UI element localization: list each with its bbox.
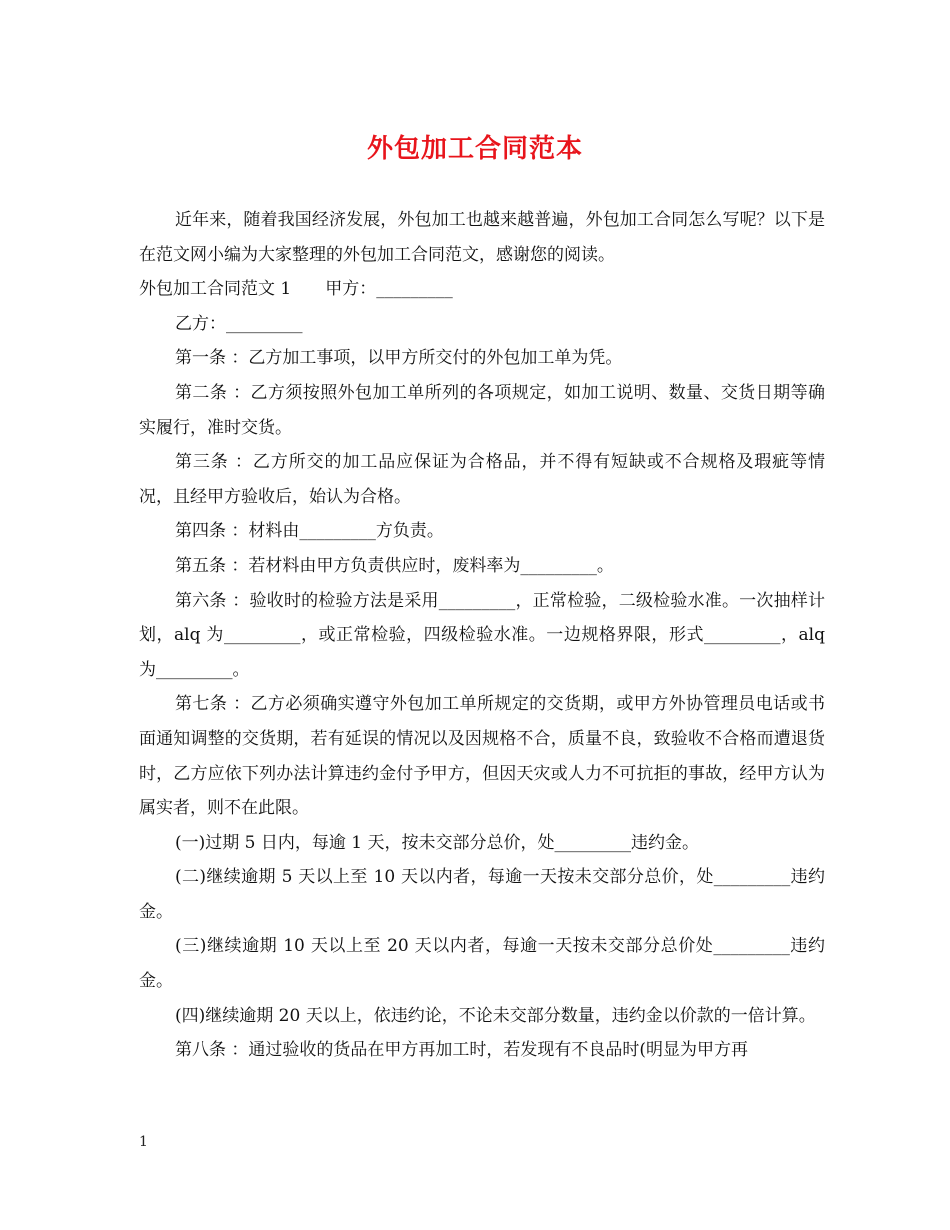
article-2: 第二条 ：乙方须按照外包加工单所列的各项规定，如加工说明、数量、交货日期等确实履行，准时交货。: [139, 382, 825, 438]
penalty-clause-1: (一)过期 5 日内，每逾 1 天，按未交部分总价，处_________违约金。: [175, 832, 700, 853]
article-3: 第三条 ：乙方所交的加工品应保证为合格品，并不得有短缺或不合规格及瑕疵等情况，且经甲方验收后，始认为合格。: [139, 452, 825, 507]
document-title: 外包加工合同范本: [366, 134, 583, 164]
article-8: 第八条 ：通过验收的货品在甲方再加工时，若发现有不良品时(明显为甲方再: [175, 1040, 749, 1061]
intro-paragraph: 近年来，随着我国经济发展，外包加工也越来越普遍，外包加工合同怎么写呢？以下是在范文网小编为大家整理的外包加工合同范文，感谢您的阅读。: [139, 210, 825, 265]
party-b-field: 乙方：_________: [175, 313, 303, 334]
document-body: [139, 203, 825, 1068]
article-5: 第五条 ：若材料由甲方负责供应时，废料率为_________。: [175, 555, 614, 576]
article-6: 第六条 ：验收时的检验方法是采用_________，正常检验，二级检验水准。一次抽样计划，alq 为_________，或正常检验，四级检验水准。一边规格界限，形式_________，alq 为_________。: [139, 590, 825, 680]
penalty-clause-4: (四)继续逾期 20 天以上，依违约论，不论未交部分数量，违约金以价款的一倍计算。: [175, 1005, 816, 1026]
article-7: 第七条 ：乙方必须确实遵守外包加工单所规定的交货期，或甲方外协管理员电话或书面通知调整的交货期，若有延误的情况以及因规格不合，质量不良，致验收不合格而遭退货时，乙方应依下列办法计算违约金付予甲方，但因天灾或人力不可抗拒的事故，经甲方认为属实者，则不在此限。: [139, 694, 825, 819]
penalty-clause-3: (三)继续逾期 10 天以上至 20 天以内者，每逾一天按未交部分总价处_________违约金。: [139, 936, 825, 992]
sample-label: 外包加工合同范文 1: [139, 279, 292, 300]
article-4: 第四条 ：材料由_________方负责。: [175, 521, 444, 542]
party-a-field: 甲方：_________: [325, 279, 453, 300]
sample-heading-line: [139, 272, 825, 307]
page-number: 1: [139, 1134, 148, 1150]
article-1: 第一条 ：乙方加工事项，以甲方所交付的外包加工单为凭。: [175, 348, 623, 369]
penalty-clause-2: (二)继续逾期 5 天以上至 10 天以内者，每逾一天按未交部分总价，处_________违约金。: [139, 867, 825, 922]
